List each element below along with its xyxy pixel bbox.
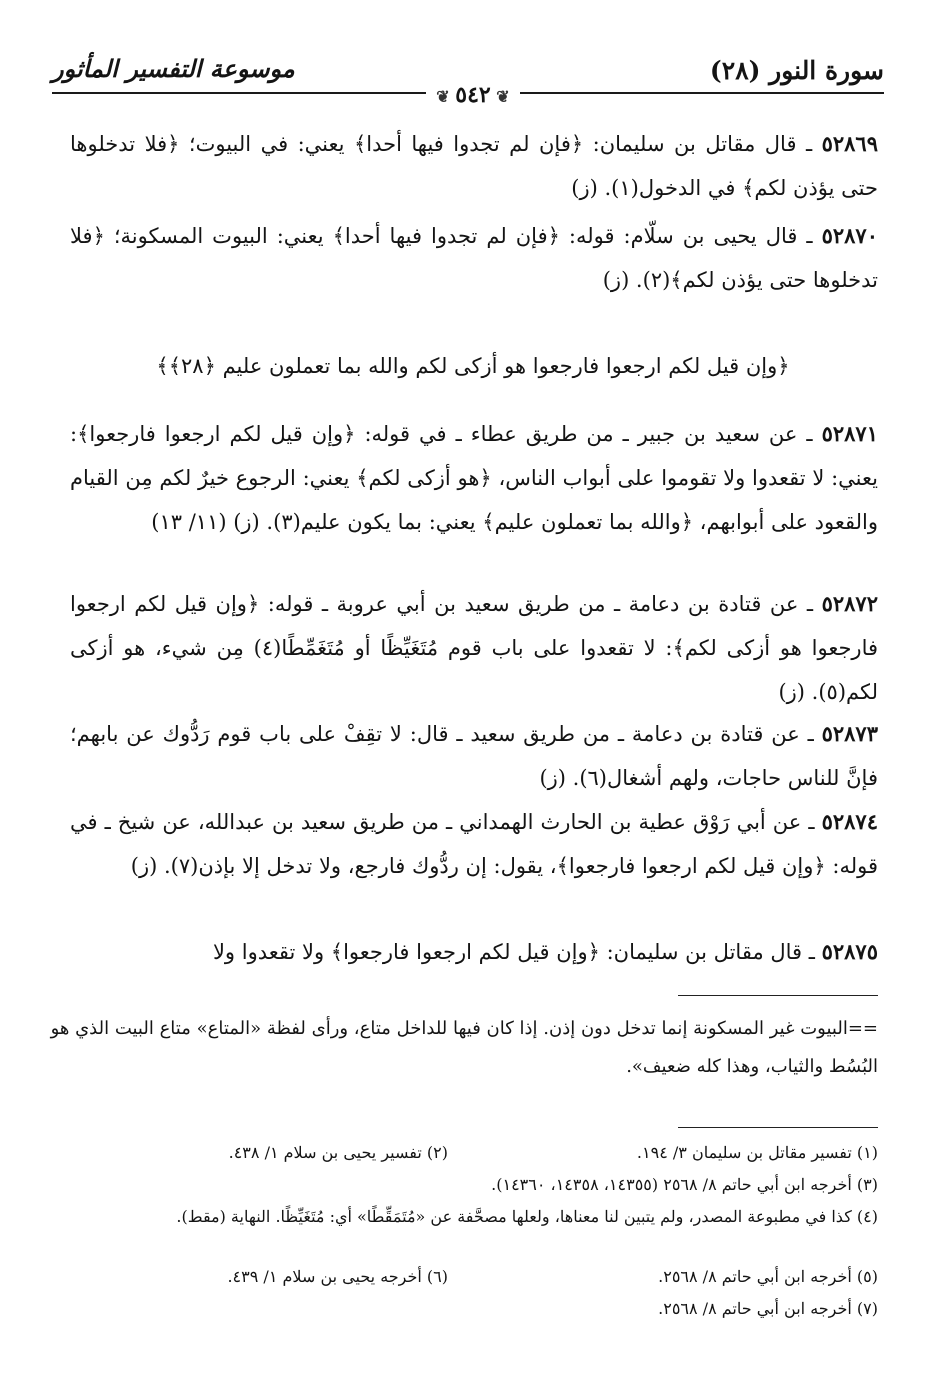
footnote-2: (٢) تفسير يحيى بن سلام ١/ ٤٣٨. [228, 1143, 448, 1162]
ornament-icon: ❦ [490, 87, 510, 106]
ornament-icon: ❦ [436, 87, 456, 106]
footnote-rule [678, 995, 878, 996]
entry-text: ـ عن قتادة بن دعامة ـ من طريق سعيد بن أبي عروبة ـ قوله: ﴿وإن قيل لكم ارجعوا فارجعوا هو أزكى لكم﴾: لا تقعدوا على باب قوم مُتَغَيِّظًا أو مُتَغَمِّطًا(٤) مِن شيء، هو أزكى لكم(٥). (ز) [70, 592, 879, 704]
quran-verse: ﴿وإن قيل لكم ارجعوا فارجعوا هو أزكى لكم والله بما تعملون عليم ﴿٢٨﴾﴾ [156, 354, 790, 378]
entry-number: ٥٢٨٦٩ [821, 131, 878, 156]
entry-text: ـ قال يحيى بن سلّام: قوله: ﴿فإن لم تجدوا فيها أحدا﴾ يعني: البيوت المسكونة؛ ﴿فلا تدخلوها حتى يؤذن لكم﴾(٢). (ز) [70, 224, 878, 292]
entry-text: ـ قال مقاتل بن سليمان: ﴿فإن لم تجدوا فيها أحدا﴾ يعني: في البيوت؛ ﴿فلا تدخلوها حتى يؤذن لكم﴾ في الدخول(١). (ز) [70, 132, 878, 200]
entry-number: ٥٢٨٧١ [821, 421, 878, 446]
footnote-4: (٤) كذا في مطبوعة المصدر، ولم يتبين لنا معناها، ولعلها مصحَّفة عن «مُتَمَقِّطًا» أي: مُتَغَيِّظًا. النهاية (مقط). [176, 1207, 878, 1226]
surah-title: سورة النور (٢٨) [709, 56, 884, 85]
entry-52873 [70, 712, 878, 800]
entry-text: ـ عن سعيد بن جبير ـ من طريق عطاء ـ في قوله: ﴿وإن قيل لكم ارجعوا فارجعوا﴾: يعني: لا تقعدوا ولا تقوموا على أبواب الناس، ﴿هو أزكى لكم﴾ يعني: الرجوع خيرٌ لكم مِن القيام والقعود على أبوابهم، ﴿والله بما تعملون عليم﴾ يعني: بما يكون عليم(٣). (ز) (١١/ ١٣) [70, 422, 878, 534]
entry-number: ٥٢٨٧٣ [821, 721, 878, 746]
entry-number: ٥٢٨٧٠ [821, 223, 878, 248]
entry-text: ـ عن قتادة بن دعامة ـ من طريق سعيد ـ قال: لا تقِفْ على باب قوم رَدُّوك عن بابهم؛ فإنَّ للناس حاجات، ولهم أشغال(٦). (ز) [70, 722, 878, 790]
page-number-wrap [0, 82, 946, 108]
footnote-rule [678, 1127, 878, 1128]
entry-text: ـ عن أبي رَوْق عطية بن الحارث الهمداني ـ من طريق سعيد بن عبدالله، عن شيخ ـ في قوله: ﴿وإن قيل لكم ارجعوا فارجعوا﴾، يقول: إن ردُّوك فارجع، ولا تدخل إلا بإذن(٧). (ز) [70, 810, 878, 878]
entry-number: ٥٢٨٧٥ [821, 939, 878, 964]
footnote-7: (٧) أخرجه ابن أبي حاتم ٨/ ٢٥٦٨. [658, 1299, 878, 1318]
footnote-5: (٥) أخرجه ابن أبي حاتم ٨/ ٢٥٦٨. [658, 1267, 878, 1286]
entry-52875 [70, 930, 878, 974]
footnote-3: (٣) أخرجه ابن أبي حاتم ٨/ ٢٥٦٨ (١٤٣٥٥، ١٤٣٥٨، ١٤٣٦٠). [491, 1175, 878, 1194]
book-title: موسوعة التفسير المأثور [52, 54, 295, 83]
footnote-1: (١) تفسير مقاتل بن سليمان ٣/ ١٩٤. [636, 1143, 878, 1162]
entry-number: ٥٢٨٧٢ [821, 591, 878, 616]
footnote-6: (٦) أخرجه يحيى بن سلام ١/ ٤٣٩. [227, 1267, 448, 1286]
entry-52871 [70, 412, 878, 544]
entry-number: ٥٢٨٧٤ [821, 809, 878, 834]
continued-note: ==البيوت غير المسكونة إنما تدخل دون إذن. إذا كان فيها للداخل متاع، ورأى لفظة «المتاع» متاع البيت الذي هو البُسُط والثياب، وهذا كله ضعيف». [50, 1018, 878, 1077]
entry-text: ـ قال مقاتل بن سليمان: ﴿وإن قيل لكم ارجعوا فارجعوا﴾ ولا تقعدوا ولا [212, 940, 815, 964]
page-number: ❦ ٥٤٢ ❦ [426, 82, 519, 108]
entry-52872 [70, 582, 878, 714]
entry-52869 [70, 122, 878, 210]
entry-52874 [70, 800, 878, 888]
entry-52870 [70, 214, 878, 302]
